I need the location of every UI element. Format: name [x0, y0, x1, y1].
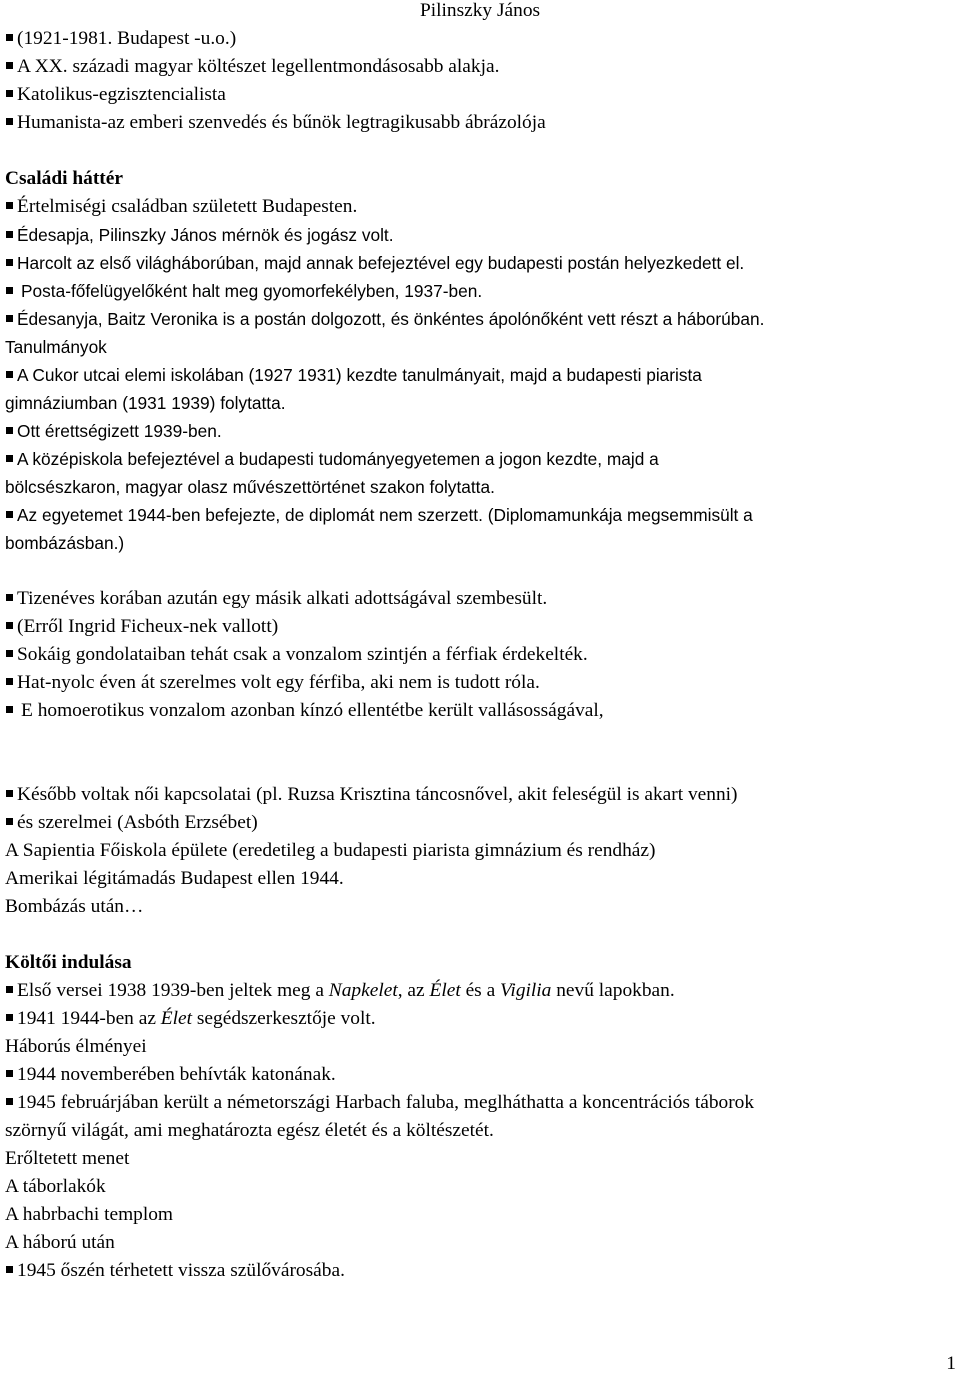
list-item: Édesanyja, Baitz Veronika is a postán dolgozott, és önkéntes ápolónőként vett részt a háborúban.: [5, 305, 956, 333]
section-heading: Költői indulása: [5, 952, 132, 973]
list-item-continuation: szörnyű világát, ami meghatározta egész életét és a költészetét.: [5, 1120, 494, 1141]
bullet-icon: [6, 678, 13, 685]
list-item: Humanista-az emberi szenvedés és bűnök legtragikusabb ábrázolója: [5, 109, 956, 137]
list-item: (Erről Ingrid Ficheux-nek vallott): [5, 613, 956, 641]
bullet-icon: [6, 427, 13, 434]
list-item-continuation: gimnáziumban (1931 1939) folytatta.: [5, 393, 286, 413]
list-item: A Cukor utcai elemi iskolában (1927 1931) kezdte tanulmányait, majd a budapesti piarista: [5, 361, 956, 389]
list-item: Édesapja, Pilinszky János mérnök és jogász volt.: [5, 221, 956, 249]
bullet-icon: [6, 1014, 13, 1021]
bullet-icon: [6, 259, 13, 266]
list-item: Tizenéves korában azután egy másik alkati adottságával szembesült.: [5, 585, 956, 613]
section-heading: Családi háttér: [5, 168, 123, 189]
text-line: A táborlakók: [5, 1176, 106, 1197]
bullet-icon: [6, 90, 13, 97]
page-number: 1: [946, 1353, 956, 1374]
page-title: Pilinszky János: [419, 0, 541, 21]
list-item: Értelmiségi családban született Budapesten.: [5, 193, 956, 221]
list-item: Katolikus-egzisztencialista: [5, 81, 956, 109]
bullet-icon: [6, 986, 13, 993]
text-line: Erőltetett menet: [5, 1148, 130, 1169]
bullet-icon: [6, 62, 13, 69]
text-line: A Sapientia Főiskola épülete (eredetileg a budapesti piarista gimnázium és rendház): [5, 840, 656, 861]
list-item: Később voltak női kapcsolatai (pl. Ruzsa Krisztina táncosnővel, akit feleségül is akart venni): [5, 781, 956, 809]
text-line: Bombázás után…: [5, 896, 144, 917]
section-heading: Tanulmányok: [5, 337, 107, 357]
list-item: A XX. századi magyar költészet legellentmondásosabb alakja.: [5, 53, 956, 81]
list-item: 1945 februárjában került a németországi Harbach faluba, meglháthatta a koncentrációs táborok: [5, 1089, 956, 1117]
bullet-icon: [6, 34, 13, 41]
list-item: és szerelmei (Asbóth Erzsébet): [5, 809, 956, 837]
list-item: Ott érettségizett 1939-ben.: [5, 417, 956, 445]
bullet-icon: [6, 202, 13, 209]
bullet-icon: [6, 706, 13, 713]
list-item: Hat-nyolc éven át szerelmes volt egy férfiba, aki nem is tudott róla.: [5, 669, 956, 697]
bullet-icon: [6, 511, 13, 518]
list-item: Első versei 1938 1939-ben jeltek meg a Napkelet, az Élet és a Vigilia nevű lapokban.: [5, 977, 956, 1005]
bullet-icon: [6, 594, 13, 601]
list-item: Posta-főfelügyelőként halt meg gyomorfekélyben, 1937-ben.: [5, 277, 956, 305]
bullet-icon: [6, 371, 13, 378]
list-item: Az egyetemet 1944-ben befejezte, de diplomát nem szerzett. (Diplomamunkája megsemmisült a: [5, 501, 956, 529]
bullet-icon: [6, 1098, 13, 1105]
list-item-continuation: bombázásban.): [5, 533, 125, 553]
bullet-icon: [6, 818, 13, 825]
list-item-continuation: bölcsészkaron, magyar olasz művészettörténet szakon folytatta.: [5, 477, 495, 497]
text-line: A háború után: [5, 1232, 115, 1253]
text-line: Háborús élményei: [5, 1036, 147, 1057]
bullet-icon: [6, 455, 13, 462]
bullet-icon: [6, 1266, 13, 1273]
list-item: 1944 novemberében behívták katonának.: [5, 1061, 956, 1089]
list-item: Harcolt az első világháborúban, majd annak befejeztével egy budapesti postán helyezkedett el.: [5, 249, 956, 277]
list-item: E homoerotikus vonzalom azonban kínzó ellentétbe került vallásosságával,: [5, 697, 956, 725]
list-item: 1941 1944-ben az Élet segédszerkesztője volt.: [5, 1005, 956, 1033]
bullet-icon: [6, 622, 13, 629]
bullet-icon: [6, 118, 13, 125]
bullet-icon: [6, 790, 13, 797]
bullet-icon: [6, 1070, 13, 1077]
list-item: 1945 őszén térhetett vissza szülővárosába.: [5, 1257, 956, 1285]
bullet-icon: [6, 315, 13, 322]
list-item: Sokáig gondolataiban tehát csak a vonzalom szintjén a férfiak érdekelték.: [5, 641, 956, 669]
text-line: A habrbachi templom: [5, 1204, 174, 1225]
list-item: (1921-1981. Budapest -u.o.): [5, 25, 956, 53]
text-line: Amerikai légitámadás Budapest ellen 1944.: [5, 868, 344, 889]
bullet-icon: [6, 650, 13, 657]
bullet-icon: [6, 287, 13, 294]
list-item: A középiskola befejeztével a budapesti tudományegyetemen a jogon kezdte, majd a: [5, 445, 956, 473]
bullet-icon: [6, 231, 13, 238]
